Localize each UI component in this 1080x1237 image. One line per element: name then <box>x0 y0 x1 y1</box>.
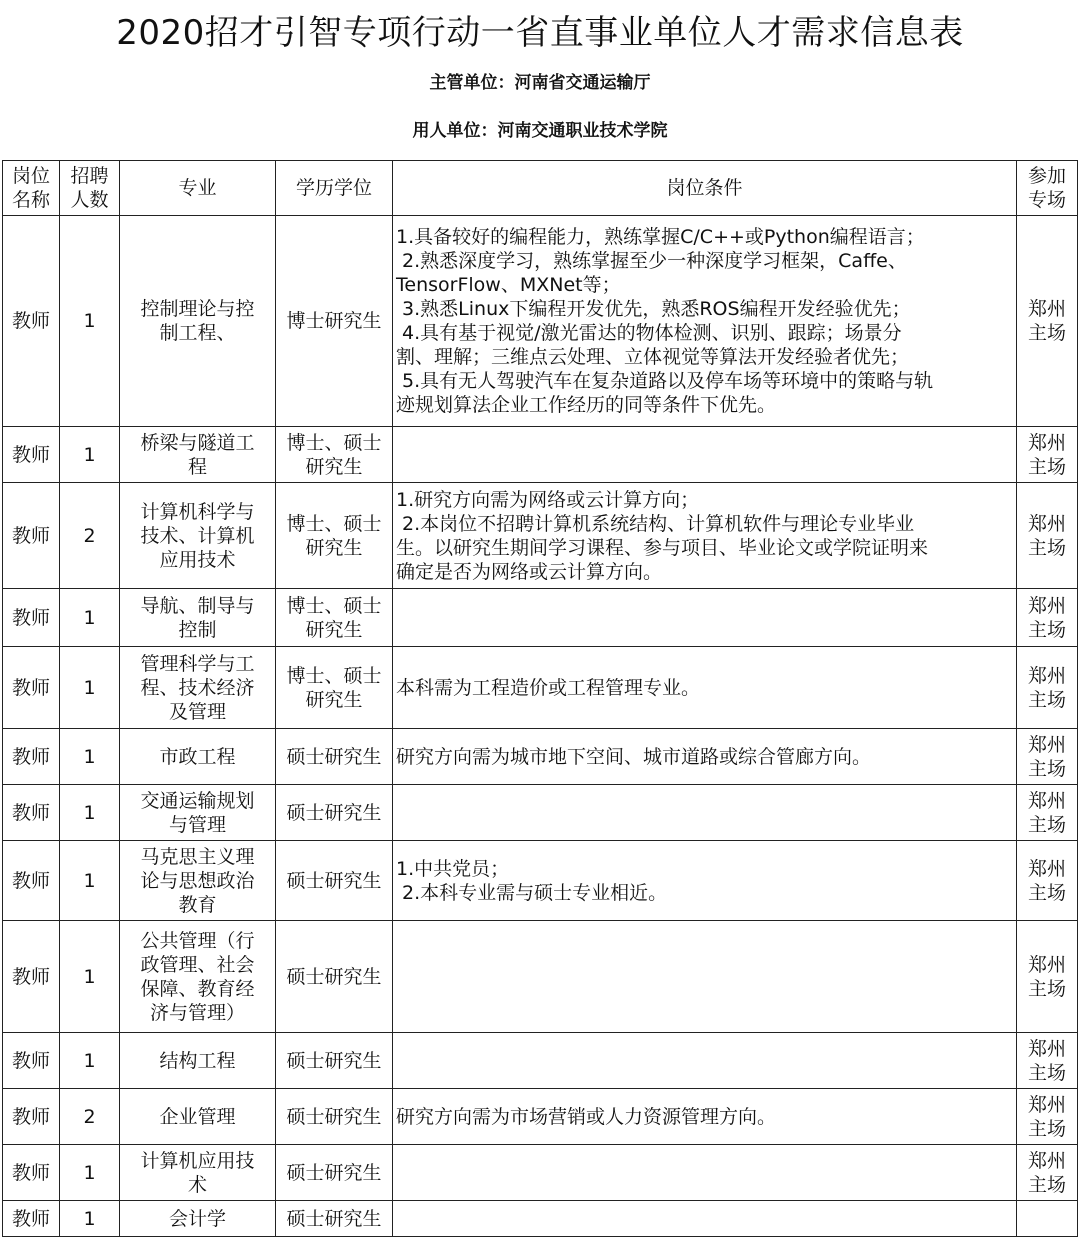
cell-requirements: 研究方向需为市场营销或人力资源管理方向。 <box>393 1089 1017 1145</box>
cell-position: 教师 <box>3 483 60 589</box>
header-count: 招聘 人数 <box>60 161 120 216</box>
cell-session: 郑州 主场 <box>1017 785 1078 841</box>
cell-degree: 硕士研究生 <box>276 1033 393 1089</box>
cell-session: 郑州 主场 <box>1017 841 1078 921</box>
page-title: 2020招才引智专项行动一省直事业单位人才需求信息表 <box>116 13 964 53</box>
header-major: 专业 <box>120 161 276 216</box>
cell-count: 1 <box>60 729 120 785</box>
cell-position: 教师 <box>3 589 60 647</box>
header-position: 岗位 名称 <box>3 161 60 216</box>
cell-degree: 硕士研究生 <box>276 1201 393 1237</box>
cell-requirements <box>393 785 1017 841</box>
cell-degree: 博士、硕士 研究生 <box>276 427 393 483</box>
cell-degree: 博士、硕士 研究生 <box>276 589 393 647</box>
employer-line: 用人单位：河南交通职业技术学院 <box>412 121 668 141</box>
cell-position: 教师 <box>3 1033 60 1089</box>
cell-count: 2 <box>60 483 120 589</box>
table-row <box>3 921 1078 1033</box>
table-row <box>3 483 1078 589</box>
table-row <box>3 427 1078 483</box>
table-row <box>3 729 1078 785</box>
cell-requirements <box>393 427 1017 483</box>
cell-session: 郑州 主场 <box>1017 729 1078 785</box>
cell-position: 教师 <box>3 841 60 921</box>
header-degree: 学历学位 <box>276 161 393 216</box>
cell-major: 计算机科学与 技术、计算机 应用技术 <box>120 483 276 589</box>
cell-requirements: 研究方向需为城市地下空间、城市道路或综合管廊方向。 <box>393 729 1017 785</box>
cell-position: 教师 <box>3 216 60 427</box>
cell-position: 教师 <box>3 785 60 841</box>
cell-major: 企业管理 <box>120 1089 276 1145</box>
cell-major: 会计学 <box>120 1201 276 1237</box>
cell-count: 1 <box>60 647 120 729</box>
cell-position: 教师 <box>3 647 60 729</box>
cell-requirements <box>393 1033 1017 1089</box>
cell-major: 控制理论与控 制工程、 <box>120 216 276 427</box>
table-row <box>3 1201 1078 1237</box>
cell-major: 管理科学与工 程、技术经济 及管理 <box>120 647 276 729</box>
cell-position: 教师 <box>3 1201 60 1237</box>
cell-major: 交通运输规划 与管理 <box>120 785 276 841</box>
cell-session: 郑州 主场 <box>1017 647 1078 729</box>
cell-position: 教师 <box>3 921 60 1033</box>
cell-requirements: 1.具备较好的编程能力，熟练掌握C/C++或Python编程语言； 2.熟悉深度学习，熟练掌握至少一种深度学习框架，Caffe、 TensorFlow、MXNet等； 3.熟悉Linux下编程开发优先，熟悉ROS编程开发经验优先； 4.具有基于视觉/激光雷达的物体检测、识别、跟踪；场景分 割、理解；三维点云处理、立体视觉等算法开发经验者优先； 5.具有无人驾驶汽车在复杂道路以及停车场等环境中的策略与轨 迹规划算法企业工作经历的同等条件下优先。 <box>393 216 1017 427</box>
talent-demand-table <box>2 160 1078 1237</box>
cell-count: 2 <box>60 1089 120 1145</box>
cell-requirements <box>393 1145 1017 1201</box>
cell-requirements <box>393 921 1017 1033</box>
cell-session: 郑州 主场 <box>1017 427 1078 483</box>
cell-major: 马克思主义理 论与思想政治 教育 <box>120 841 276 921</box>
cell-count: 1 <box>60 427 120 483</box>
table-row <box>3 647 1078 729</box>
cell-position: 教师 <box>3 729 60 785</box>
cell-count: 1 <box>60 216 120 427</box>
cell-session: 郑州 主场 <box>1017 483 1078 589</box>
cell-count: 1 <box>60 785 120 841</box>
cell-count: 1 <box>60 1201 120 1237</box>
cell-major: 公共管理（行 政管理、社会 保障、教育经 济与管理） <box>120 921 276 1033</box>
header-session: 参加 专场 <box>1017 161 1078 216</box>
cell-requirements: 1.中共党员； 2.本科专业需与硕士专业相近。 <box>393 841 1017 921</box>
cell-requirements: 1.研究方向需为网络或云计算方向； 2.本岗位不招聘计算机系统结构、计算机软件与理论专业毕业 生。以研究生期间学习课程、参与项目、毕业论文或学院证明来 确定是否为网络或云计算方向。 <box>393 483 1017 589</box>
cell-degree: 硕士研究生 <box>276 1145 393 1201</box>
cell-requirements <box>393 1201 1017 1237</box>
cell-major: 导航、制导与 控制 <box>120 589 276 647</box>
cell-degree: 硕士研究生 <box>276 729 393 785</box>
table-row <box>3 785 1078 841</box>
cell-degree: 博士研究生 <box>276 216 393 427</box>
header-requirements: 岗位条件 <box>393 161 1017 216</box>
cell-count: 1 <box>60 1145 120 1201</box>
cell-major: 结构工程 <box>120 1033 276 1089</box>
cell-session: 郑州 主场 <box>1017 1033 1078 1089</box>
cell-major: 市政工程 <box>120 729 276 785</box>
table-row <box>3 1033 1078 1089</box>
cell-degree: 硕士研究生 <box>276 785 393 841</box>
table-row <box>3 216 1078 427</box>
cell-session: 郑州 主场 <box>1017 921 1078 1033</box>
cell-session: 郑州 主场 <box>1017 589 1078 647</box>
table-row <box>3 1145 1078 1201</box>
cell-session <box>1017 1201 1078 1237</box>
cell-major: 计算机应用技 术 <box>120 1145 276 1201</box>
supervisor-line: 主管单位：河南省交通运输厅 <box>429 73 651 93</box>
table-row <box>3 589 1078 647</box>
cell-requirements: 本科需为工程造价或工程管理专业。 <box>393 647 1017 729</box>
cell-session: 郑州 主场 <box>1017 1089 1078 1145</box>
cell-degree: 硕士研究生 <box>276 841 393 921</box>
table-row <box>3 841 1078 921</box>
cell-count: 1 <box>60 921 120 1033</box>
cell-degree: 硕士研究生 <box>276 1089 393 1145</box>
header-row <box>3 161 1078 216</box>
cell-session: 郑州 主场 <box>1017 1145 1078 1201</box>
cell-degree: 博士、硕士 研究生 <box>276 483 393 589</box>
cell-requirements <box>393 589 1017 647</box>
cell-count: 1 <box>60 1033 120 1089</box>
cell-degree: 博士、硕士 研究生 <box>276 647 393 729</box>
cell-major: 桥梁与隧道工 程 <box>120 427 276 483</box>
cell-position: 教师 <box>3 1089 60 1145</box>
cell-position: 教师 <box>3 427 60 483</box>
table-row <box>3 1089 1078 1145</box>
cell-count: 1 <box>60 589 120 647</box>
cell-session: 郑州 主场 <box>1017 216 1078 427</box>
cell-count: 1 <box>60 841 120 921</box>
cell-position: 教师 <box>3 1145 60 1201</box>
cell-degree: 硕士研究生 <box>276 921 393 1033</box>
